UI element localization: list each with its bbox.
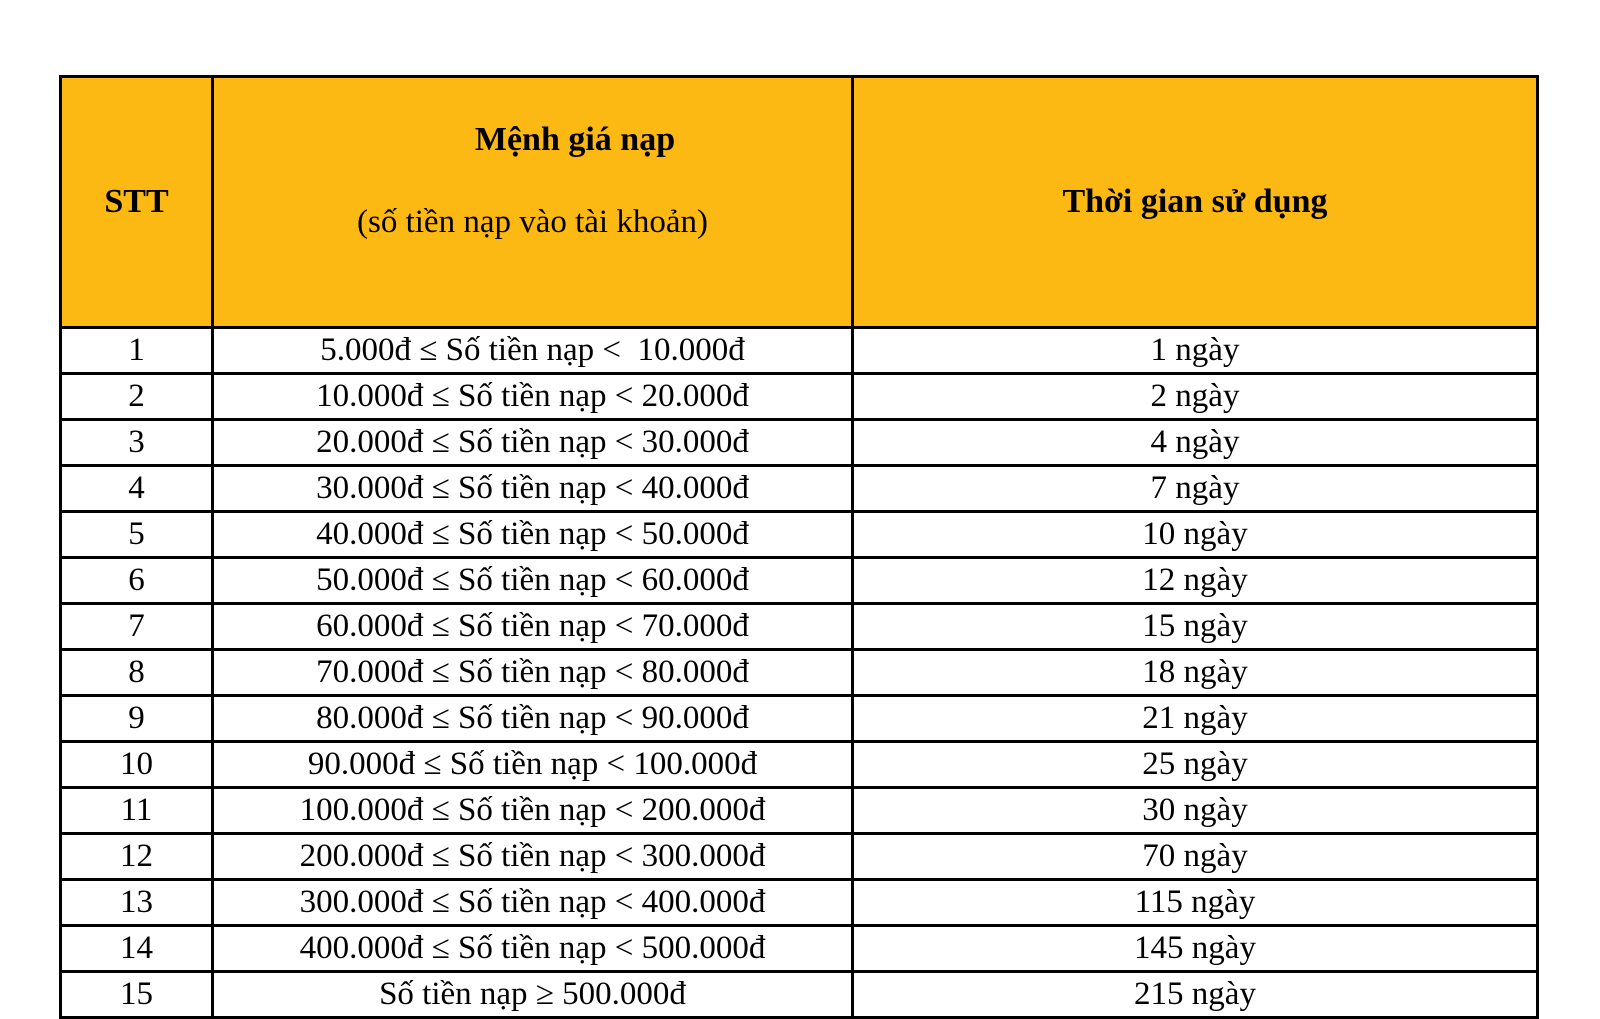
duration-cell: 21 ngày [853, 695, 1538, 741]
table-row [61, 557, 1538, 603]
table-row [61, 971, 1538, 1017]
range-cell: 60.000đ ≤ Số tiền nạp < 70.000đ [213, 603, 853, 649]
duration-cell: 25 ngày [853, 741, 1538, 787]
table-row [61, 419, 1538, 465]
range-cell: Số tiền nạp ≥ 500.000đ [213, 971, 853, 1017]
table-row [61, 603, 1538, 649]
duration-cell: 12 ngày [853, 557, 1538, 603]
table-row [61, 787, 1538, 833]
table-body [61, 327, 1538, 1017]
range-cell: 80.000đ ≤ Số tiền nạp < 90.000đ [213, 695, 853, 741]
range-cell: 200.000đ ≤ Số tiền nạp < 300.000đ [213, 833, 853, 879]
duration-cell: 4 ngày [853, 419, 1538, 465]
table-header [61, 77, 1538, 328]
table-row [61, 879, 1538, 925]
duration-cell: 30 ngày [853, 787, 1538, 833]
duration-cell: 215 ngày [853, 971, 1538, 1017]
stt-cell: 11 [61, 787, 213, 833]
header-cell-denomination [213, 77, 853, 328]
range-cell: 5.000đ ≤ Số tiền nạp < 10.000đ [213, 327, 853, 373]
stt-cell: 15 [61, 971, 213, 1017]
table-row [61, 695, 1538, 741]
stt-cell: 7 [61, 603, 213, 649]
duration-cell: 10 ngày [853, 511, 1538, 557]
duration-cell: 115 ngày [853, 879, 1538, 925]
denomination-title: Mệnh giá nạp [474, 121, 676, 159]
table-row [61, 649, 1538, 695]
range-cell: 30.000đ ≤ Số tiền nạp < 40.000đ [213, 465, 853, 511]
duration-cell: 145 ngày [853, 925, 1538, 971]
range-cell: 100.000đ ≤ Số tiền nạp < 200.000đ [213, 787, 853, 833]
table-row [61, 833, 1538, 879]
range-cell: 300.000đ ≤ Số tiền nạp < 400.000đ [213, 879, 853, 925]
stt-cell: 4 [61, 465, 213, 511]
duration-cell: 2 ngày [853, 373, 1538, 419]
stt-cell: 3 [61, 419, 213, 465]
stt-cell: 10 [61, 741, 213, 787]
duration-cell: 18 ngày [853, 649, 1538, 695]
table-row [61, 465, 1538, 511]
range-cell: 40.000đ ≤ Số tiền nạp < 50.000đ [213, 511, 853, 557]
table-row [61, 327, 1538, 373]
stt-cell: 6 [61, 557, 213, 603]
header-cell-duration: Thời gian sử dụng [853, 77, 1538, 328]
stt-cell: 14 [61, 925, 213, 971]
denomination-subtitle: (số tiền nạp vào tài khoản) [357, 204, 708, 241]
table-row [61, 511, 1538, 557]
stt-cell: 13 [61, 879, 213, 925]
range-cell: 70.000đ ≤ Số tiền nạp < 80.000đ [213, 649, 853, 695]
topup-duration-table-container [59, 75, 1539, 1019]
stt-cell: 8 [61, 649, 213, 695]
header-cell-stt: STT [61, 77, 213, 328]
table-row [61, 373, 1538, 419]
stt-cell: 2 [61, 373, 213, 419]
range-cell: 10.000đ ≤ Số tiền nạp < 20.000đ [213, 373, 853, 419]
header-row [61, 77, 1538, 328]
range-cell: 50.000đ ≤ Số tiền nạp < 60.000đ [213, 557, 853, 603]
range-cell: 90.000đ ≤ Số tiền nạp < 100.000đ [213, 741, 853, 787]
table-row [61, 925, 1538, 971]
topup-duration-table [59, 75, 1539, 1019]
duration-cell: 15 ngày [853, 603, 1538, 649]
duration-cell: 1 ngày [853, 327, 1538, 373]
stt-cell: 5 [61, 511, 213, 557]
range-cell: 400.000đ ≤ Số tiền nạp < 500.000đ [213, 925, 853, 971]
range-cell: 20.000đ ≤ Số tiền nạp < 30.000đ [213, 419, 853, 465]
stt-cell: 9 [61, 695, 213, 741]
duration-cell: 7 ngày [853, 465, 1538, 511]
table-row [61, 741, 1538, 787]
duration-cell: 70 ngày [853, 833, 1538, 879]
stt-cell: 1 [61, 327, 213, 373]
stt-cell: 12 [61, 833, 213, 879]
